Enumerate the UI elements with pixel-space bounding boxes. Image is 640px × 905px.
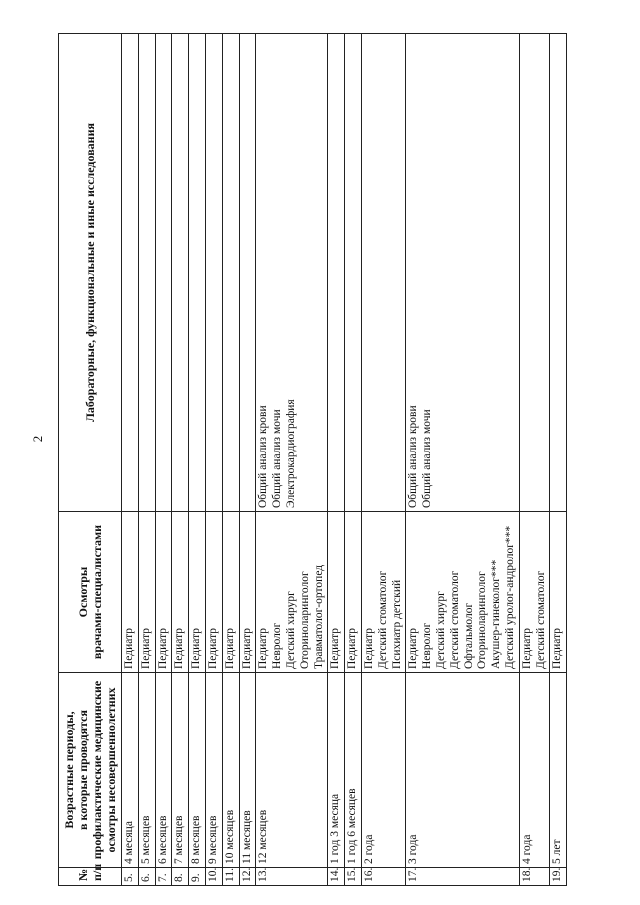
specialist-item: Акушер-гинеколог*** (490, 559, 503, 669)
row-number: 14. (328, 868, 345, 886)
row-period: 4 года (519, 673, 550, 868)
row-number: 8. (172, 868, 189, 886)
lab-item: Общий анализ крови (257, 405, 270, 508)
lab-item: Электрокардиография (284, 399, 297, 508)
row-labs (519, 34, 550, 512)
table-row (361, 34, 405, 886)
row-period: 1 год 3 месяца (328, 673, 345, 868)
header-specialists-line: врачами-специалистами (90, 524, 104, 660)
specialist-item: Педиатр (223, 628, 236, 669)
row-specialists (256, 512, 328, 673)
row-specialists (239, 512, 256, 673)
row-specialists (172, 512, 189, 673)
rotated-table-container (58, 34, 564, 886)
specialist-item: Педиатр (173, 628, 186, 669)
table-row (155, 34, 172, 886)
row-specialists (222, 512, 239, 673)
row-period: 12 месяцев (256, 673, 328, 868)
specialist-item: Педиатр (362, 628, 375, 669)
row-labs (172, 34, 189, 512)
header-period-line: профилактические медицинские (90, 680, 104, 860)
table-row (519, 34, 550, 886)
row-labs (239, 34, 256, 512)
row-number: 13. (256, 868, 328, 886)
row-number: 7. (155, 868, 172, 886)
specialist-item: Педиатр (520, 628, 533, 669)
specialist-item: Педиатр (139, 628, 152, 669)
table-row (239, 34, 256, 886)
row-period: 2 года (361, 673, 405, 868)
header-labs (59, 34, 122, 512)
table-row (256, 34, 328, 886)
specialist-item: Педиатр (551, 628, 564, 669)
table-row (122, 34, 139, 886)
specialist-item: Педиатр (190, 628, 203, 669)
row-specialists (138, 512, 155, 673)
row-specialists (205, 512, 222, 673)
header-labs-line: Лабораторные, функциональные и иные исследования (83, 123, 97, 423)
table-row (205, 34, 222, 886)
table-row (189, 34, 206, 886)
row-labs (205, 34, 222, 512)
table-header-row (59, 34, 122, 886)
row-period: 11 месяцев (239, 673, 256, 868)
row-number: 18. (519, 868, 550, 886)
row-period: 8 месяцев (189, 673, 206, 868)
specialist-item: Педиатр (346, 628, 359, 669)
table-row (345, 34, 362, 886)
row-number: 17. (406, 868, 519, 886)
specialist-item: Педиатр (240, 628, 253, 669)
table-row (222, 34, 239, 886)
page-number: 2 (30, 435, 45, 443)
table-row (328, 34, 345, 886)
header-specialists-line: Осмотры (76, 566, 90, 618)
row-labs (550, 34, 567, 512)
table-body (122, 34, 567, 886)
header-num-line: № (76, 868, 90, 881)
row-labs (345, 34, 362, 512)
row-labs (122, 34, 139, 512)
row-period: 9 месяцев (205, 673, 222, 868)
table-row (172, 34, 189, 886)
row-labs (256, 34, 328, 512)
row-specialists (155, 512, 172, 673)
row-number: 16. (361, 868, 405, 886)
row-period: 1 год 6 месяцев (345, 673, 362, 868)
row-number: 9. (189, 868, 206, 886)
header-num-line: п/п (90, 863, 104, 881)
row-period: 6 месяцев (155, 673, 172, 868)
specialist-item: Офтальмолог (462, 602, 475, 669)
row-specialists (189, 512, 206, 673)
specialist-item: Педиатр (329, 628, 342, 669)
table-row (138, 34, 155, 886)
row-specialists (328, 512, 345, 673)
row-number: 19. (550, 868, 567, 886)
row-period: 4 месяца (122, 673, 139, 868)
row-number: 11. (222, 868, 239, 886)
row-specialists (550, 512, 567, 673)
specialist-item: Детский хирург (284, 591, 297, 669)
specialist-item: Оториноларинголог (476, 571, 489, 669)
row-number: 12. (239, 868, 256, 886)
row-labs (138, 34, 155, 512)
lab-item: Общий анализ мочи (421, 409, 434, 508)
row-labs (406, 34, 519, 512)
specialist-item: Детский уролог-андролог*** (503, 525, 516, 669)
specialist-item: Детский хирург (434, 591, 447, 669)
row-labs (189, 34, 206, 512)
specialist-item: Невролог (421, 622, 434, 669)
header-specialists (59, 512, 122, 673)
row-number: 10. (205, 868, 222, 886)
row-specialists (361, 512, 405, 673)
specialist-item: Детский стоматолог (534, 570, 547, 669)
examinations-table (58, 33, 567, 886)
row-period: 5 месяцев (138, 673, 155, 868)
header-period-line: осмотры несовершеннолетних (104, 687, 118, 853)
row-period: 3 года (406, 673, 519, 868)
specialist-item: Педиатр (156, 628, 169, 669)
specialist-item: Педиатр (407, 628, 420, 669)
header-period-line: Возрастные периоды, (62, 711, 76, 829)
specialist-item: Психиатр детский (390, 579, 403, 669)
table-row (550, 34, 567, 886)
header-period (59, 673, 122, 868)
header-period-line: в которые проводятся (76, 710, 90, 830)
row-specialists (345, 512, 362, 673)
specialist-item: Педиатр (206, 628, 219, 669)
lab-item: Общий анализ мочи (271, 409, 284, 508)
header-num (59, 863, 122, 886)
lab-item: Общий анализ крови (407, 405, 420, 508)
specialist-item: Педиатр (123, 628, 135, 669)
row-period: 5 лет (550, 673, 567, 868)
row-labs (361, 34, 405, 512)
table-row (406, 34, 519, 886)
row-number: 5. (122, 868, 139, 886)
specialist-item: Оториноларинголог (298, 571, 311, 669)
row-specialists (519, 512, 550, 673)
specialist-item: Педиатр (257, 628, 270, 669)
specialist-item: Детский стоматолог (448, 570, 461, 669)
row-period: 10 месяцев (222, 673, 239, 868)
specialist-item: Детский стоматолог (376, 570, 389, 669)
row-labs (328, 34, 345, 512)
row-period: 7 месяцев (172, 673, 189, 868)
row-number: 15. (345, 868, 362, 886)
row-specialists (122, 512, 139, 673)
row-labs (222, 34, 239, 512)
row-specialists (406, 512, 519, 673)
specialist-item: Травматолог-ортопед (312, 564, 325, 669)
row-labs (155, 34, 172, 512)
specialist-item: Невролог (271, 622, 284, 669)
row-number: 6. (138, 868, 155, 886)
